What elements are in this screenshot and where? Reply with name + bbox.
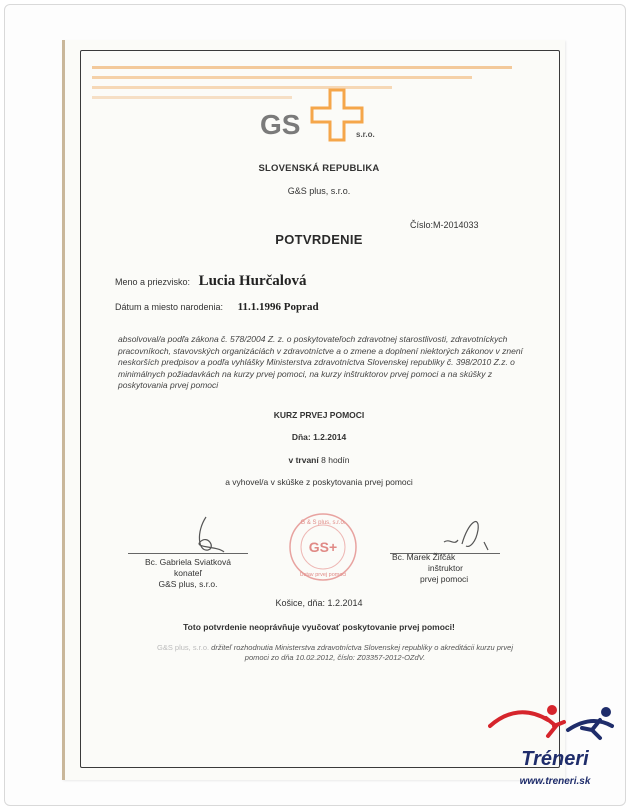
- signatory-left-name: Bc. Gabriela Sviatková: [145, 557, 231, 567]
- birth-row: [115, 301, 319, 313]
- course-duration: [80, 455, 558, 465]
- svg-text:G & S plus, s.r.o.: G & S plus, s.r.o.: [300, 520, 346, 526]
- signature-left-icon: [178, 512, 238, 557]
- svg-text:Ústav prvej pomoci: Ústav prvej pomoci: [299, 572, 347, 578]
- signature-left-block: [138, 557, 238, 590]
- name-value: Lucia Hurčalová: [198, 273, 307, 289]
- svg-text:GS: GS: [260, 109, 301, 140]
- date-value: 1.2.2014: [313, 432, 347, 442]
- duration-label: v trvaní: [288, 455, 319, 465]
- svg-text:GS+: GS+: [308, 539, 338, 555]
- footer-company-faint: G&S plus, s.r.o.: [156, 643, 210, 652]
- signatory-right-org: prvej pomoci: [420, 574, 469, 584]
- accreditation-footer: [150, 643, 520, 663]
- exam-passed-text: a vyhovel/a v skúške z poskytovania prvej pomoci: [225, 477, 413, 487]
- course-date: [80, 432, 558, 442]
- name-label: Meno a priezvisko:: [115, 277, 191, 287]
- birth-label: Dátum a miesto narodenia:: [115, 302, 224, 312]
- birth-value: 11.1.1996 Poprad: [237, 301, 319, 313]
- company-stamp-icon: [288, 512, 358, 582]
- company-name: G&S plus, s.r.o.: [287, 186, 351, 196]
- certificate-number: Číslo:M-2014033: [410, 220, 479, 230]
- document-title: POTVRDENIE: [275, 232, 363, 247]
- course-title: KURZ PRVEJ POMOCI: [273, 410, 365, 420]
- signature-left-line: [128, 553, 248, 554]
- signature-right-icon: [440, 512, 500, 557]
- disclaimer-note: Toto potvrdenie neoprávňuje vyučovať poskytovanie prvej pomoci!: [183, 622, 455, 632]
- signatory-left-org: G&S plus, s.r.o.: [158, 579, 218, 589]
- date-label: Dňa:: [291, 432, 311, 442]
- footer-text: držiteľ rozhodnutia Ministerstva zdravotníctva Slovenskej republiky o akreditácii kurzu prvej pomoci zo dňa 10.02.2012, číslo: Z03357-2012-OZdV.: [209, 643, 514, 662]
- signatory-right-role: inštruktor: [428, 563, 463, 573]
- brand-url[interactable]: www.treneri.sk: [519, 776, 591, 787]
- logo-sro-label: s.r.o.: [356, 130, 375, 139]
- signature-right-block: [392, 552, 502, 585]
- body-paragraph: absolvoval/a podľa zákona č. 578/2004 Z. z. o poskytovateľoch zdravotnej starostlivosti, zdravotníckych pracovníkoch, stavovských organizáciách v zdravotníctve a o zmene a doplnení niektorých zákonov v znení neskorších predpisov a podľa vyhlášky Ministerstva zdravotníctva Slovenskej republiky č. 398/2010 Z.z. o minimálnych požiadavkách na kurzy prvej pomoci, na kurzy inštruktorov prvej pomoci a na skúšky z poskytovania prvej pomoci: [118, 334, 523, 390]
- country-heading: SLOVENSKÁ REPUBLIKA: [258, 163, 380, 174]
- duration-value: 8 hodín: [321, 455, 350, 465]
- signatory-right-name: Bc. Marek Žifčák: [392, 552, 456, 562]
- place-and-date: Košice, dňa: 1.2.2014: [275, 598, 363, 608]
- name-row: [115, 273, 306, 290]
- signatory-left-role: konateľ: [174, 568, 202, 578]
- brand-name: Tréneri: [521, 748, 589, 770]
